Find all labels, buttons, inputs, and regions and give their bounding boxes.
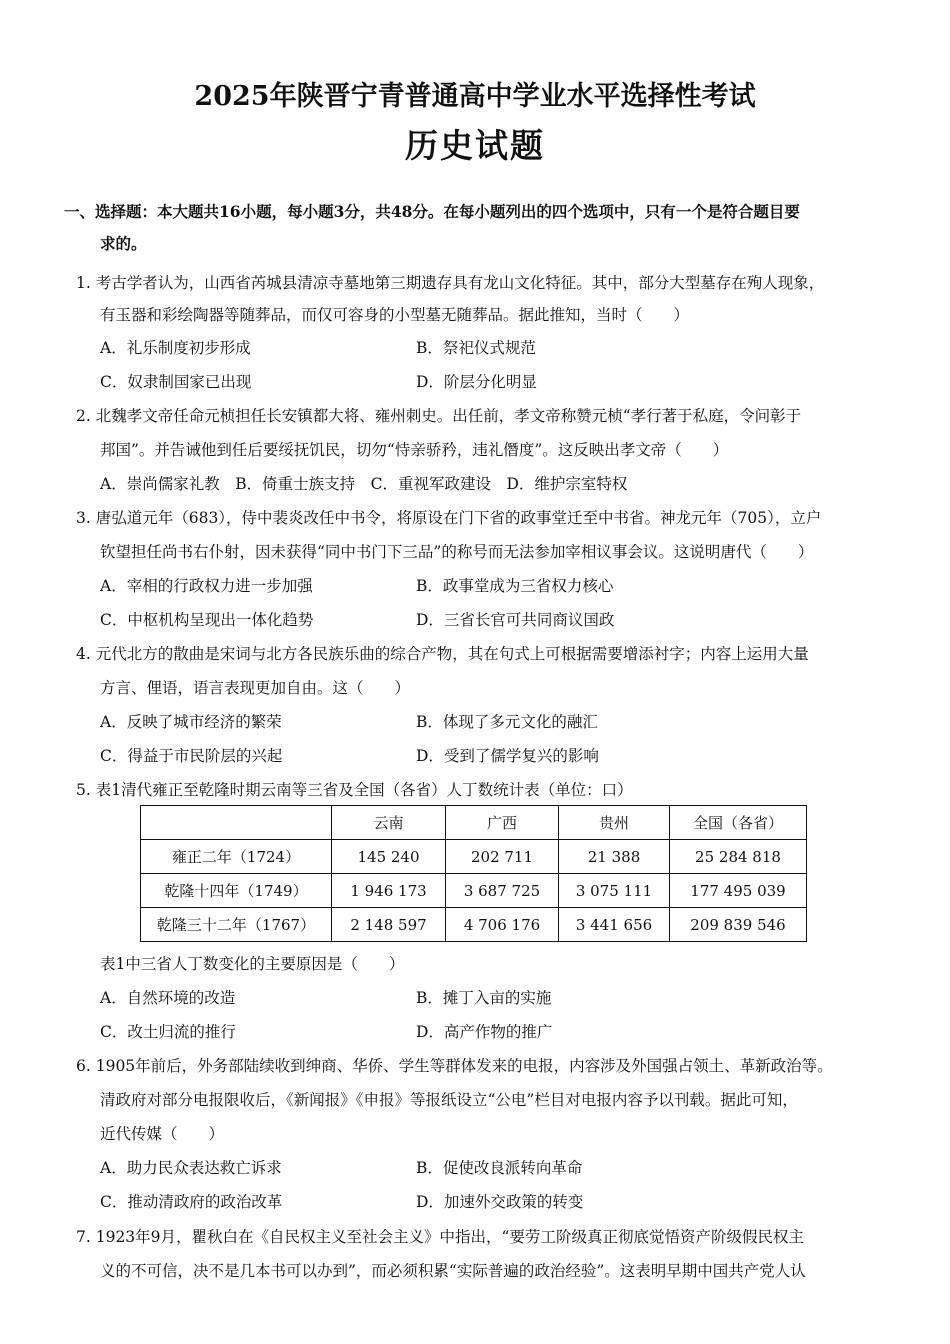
option-c[interactable]: C．得益于市民阶层的兴起 [100, 747, 283, 765]
option-c[interactable]: C．中枢机构呈现出一体化趋势 [100, 611, 314, 629]
option-d[interactable]: D．阶层分化明显 [416, 373, 537, 391]
row-label: 乾隆十四年（1749） [141, 874, 332, 908]
header-cell: 贵州 [559, 806, 670, 840]
table-row [141, 840, 807, 874]
question-line: 2. 北魏孝文帝任命元桢担任长安镇都大将、雍州刺史。出任前，孝文帝称赞元桢“孝行著于私庭，令问彰于 [76, 407, 802, 425]
exam-title: 2025年陕晋宁青普通高中学业水平选择性考试 [194, 81, 756, 112]
section-heading: 一、选择题：本大题共16小题，每小题3分，共48分。在每小题列出的四个选项中，只有一个是符合题目要 [64, 202, 800, 221]
table-row [141, 908, 807, 942]
option-c[interactable]: C．推动清政府的政治改革 [100, 1193, 283, 1211]
table-row [141, 874, 807, 908]
question-line: 邦国”。并告诫他到任后要绥抚饥民，切勿“恃亲骄矜，违礼僭度”。这反映出孝文帝（ ） [100, 441, 729, 459]
question-line: 方言、俚语，语言表现更加自由。这（ ） [100, 679, 411, 697]
table-cell: 3 441 656 [559, 908, 670, 942]
table-cell: 21 388 [559, 840, 670, 874]
option-d[interactable]: D．三省长官可共同商议国政 [416, 611, 615, 629]
table-cell: 177 495 039 [670, 874, 807, 908]
table-cell: 3 687 725 [446, 874, 559, 908]
option-b[interactable]: B．促使改良派转向革命 [416, 1159, 583, 1177]
option-a[interactable]: A．自然环境的改造 [100, 989, 236, 1007]
option-a[interactable]: A．宰相的行政权力进一步加强 [100, 577, 313, 595]
population-table [140, 805, 807, 942]
table-cell: 209 839 546 [670, 908, 807, 942]
option-b[interactable]: B．摊丁入亩的实施 [416, 989, 552, 1007]
table-cell: 202 711 [446, 840, 559, 874]
question-line: 钦望担任尚书右仆射，因未获得“同中书门下三品”的称号而无法参加宰相议事会议。这说明唐代（ ） [100, 543, 814, 561]
option-c[interactable]: C．改土归流的推行 [100, 1023, 236, 1041]
table-cell: 25 284 818 [670, 840, 807, 874]
option-a[interactable]: A．礼乐制度初步形成 [100, 339, 251, 357]
table-cell: 2 148 597 [332, 908, 446, 942]
option-d[interactable]: D．高产作物的推广 [416, 1023, 553, 1041]
question-line: 义的不可信，决不是几本书可以办到”，而必须积累“实际普遍的政治经验”。这表明早期中国共产党人认 [100, 1262, 806, 1280]
row-label: 雍正二年（1724） [141, 840, 332, 874]
question-line: 3. 唐弘道元年（683），侍中裴炎改任中书令，将原设在门下省的政事堂迁至中书省。神龙元年（705），立户 [76, 509, 822, 527]
exam-subtitle: 历史试题 [405, 126, 545, 165]
question-line: 有玉器和彩绘陶器等随葬品，而仅可容身的小型墓无随葬品。据此推知，当时（ ） [100, 306, 690, 324]
option-c[interactable]: C．奴隶制国家已出现 [100, 373, 252, 391]
table-cell: 4 706 176 [446, 908, 559, 942]
table-cell: 145 240 [332, 840, 446, 874]
table-caption: 5. 表1清代雍正至乾隆时期云南等三省及全国（各省）人丁数统计表（单位：口） [76, 781, 633, 799]
row-label: 乾隆三十二年（1767） [141, 908, 332, 942]
option-b[interactable]: B．体现了多元文化的融汇 [416, 713, 598, 731]
question-line: 表1中三省人丁数变化的主要原因是（ ） [100, 955, 405, 973]
option-a[interactable]: A．助力民众表达救亡诉求 [100, 1159, 282, 1177]
option-d[interactable]: D．受到了儒学复兴的影响 [416, 747, 599, 765]
option-b[interactable]: B．政事堂成为三省权力核心 [416, 577, 614, 595]
section-heading-cont: 求的。 [100, 234, 147, 253]
option-b[interactable]: B．祭祀仪式规范 [416, 339, 536, 357]
question-line: 近代传媒（ ） [100, 1125, 225, 1143]
options-row[interactable]: A．崇尚儒家礼教 B．倚重士族支持 C．重视军政建设 D．维护宗室特权 [100, 475, 628, 493]
header-cell [141, 806, 332, 840]
question-line: 4. 元代北方的散曲是宋词与北方各民族乐曲的综合产物，其在句式上可根据需要增添衬字；内容上运用大量 [76, 645, 809, 663]
header-cell: 全国（各省） [670, 806, 807, 840]
header-cell: 广西 [446, 806, 559, 840]
question-line: 6. 1905年前后，外务部陆续收到绅商、华侨、学生等群体发来的电报，内容涉及外国强占领土、革新政治等。 [76, 1057, 833, 1075]
question-line: 1. 考古学者认为，山西省芮城县清凉寺墓地第三期遗存具有龙山文化特征。其中，部分大型墓存在殉人现象， [76, 274, 825, 292]
question-line: 7. 1923年9月，瞿秋白在《自民权主义至社会主义》中指出，“要劳工阶级真正彻底觉悟资产阶级假民权主 [76, 1228, 804, 1246]
question-line: 清政府对部分电报限收后，《新闻报》《申报》等报纸设立“公电”栏目对电报内容予以刊载。据此可知， [100, 1091, 798, 1109]
option-a[interactable]: A．反映了城市经济的繁荣 [100, 713, 282, 731]
table-cell: 1 946 173 [332, 874, 446, 908]
header-cell: 云南 [332, 806, 446, 840]
table-header-row [141, 806, 807, 840]
option-d[interactable]: D．加速外交政策的转变 [416, 1193, 584, 1211]
table-cell: 3 075 111 [559, 874, 670, 908]
